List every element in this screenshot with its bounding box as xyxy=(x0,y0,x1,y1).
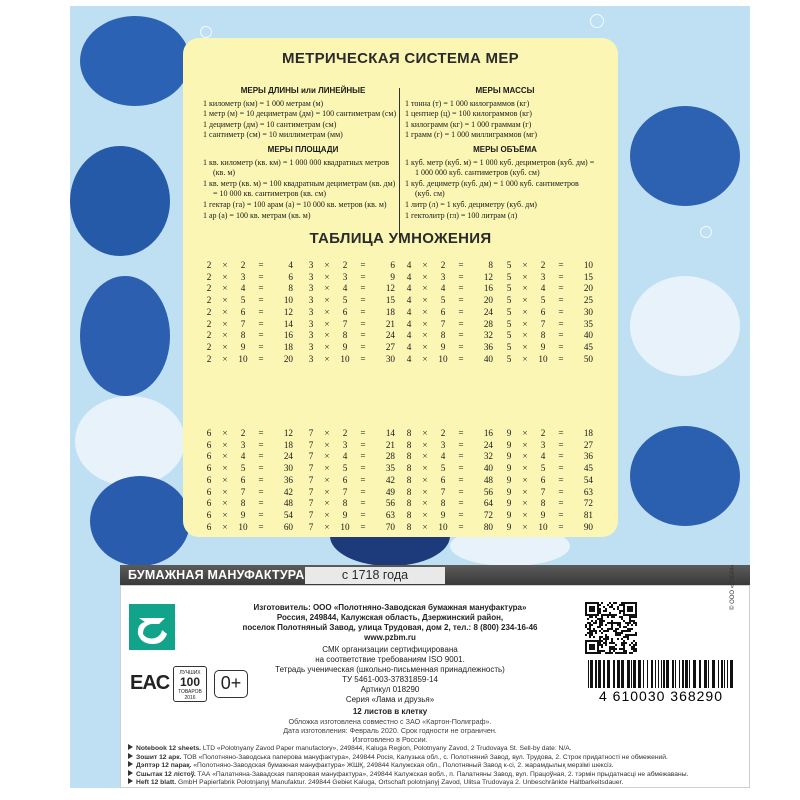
mult-row: 2 × 9 = 18 xyxy=(206,341,293,352)
mult-row: 8 × 6 = 48 xyxy=(406,474,493,485)
mult-row: 9 × 3 = 27 xyxy=(506,439,593,450)
qr-pattern xyxy=(585,602,637,654)
mult-row: 2 × 10 = 20 xyxy=(206,353,293,364)
metric-line: 1 гектолитр (гл) = 100 литрам (л) xyxy=(405,210,518,220)
bullet-triangle-icon xyxy=(128,770,133,776)
length-heading: МЕРЫ ДЛИНЫ или ЛИНЕЙНЫЕ xyxy=(240,86,366,95)
language-note: Зошит 12 арк. ТОВ «Полотняно-Заводська паперова мануфактура», 249844 Росія, Калузька обл., с. Полотняний Завод, вул. Трудова, 2. Строк придатності не обмежений. xyxy=(128,753,668,762)
metric-line: = 10 000 кв. сантиметров (кв. см) xyxy=(213,189,327,199)
mult-row: 4 × 8 = 32 xyxy=(406,330,493,341)
bullet-triangle-icon xyxy=(128,761,133,767)
mult-block-5 xyxy=(503,260,603,365)
seal-illustration xyxy=(630,106,740,206)
mult-row: 3 × 9 = 27 xyxy=(308,341,395,352)
mult-row: 8 × 3 = 24 xyxy=(406,439,493,450)
barcode-number: 4 610030 368290 xyxy=(580,688,742,704)
bubble xyxy=(700,226,712,238)
mult-row: 4 × 3 = 12 xyxy=(406,271,493,282)
metric-line: 1 куб. дециметр (куб. дм) = 1 000 куб. сантиметров xyxy=(405,178,579,188)
mult-row: 6 × 3 = 18 xyxy=(206,439,293,450)
mult-block-9 xyxy=(503,428,603,533)
mult-row: 9 × 9 = 81 xyxy=(506,509,593,520)
mult-row: 2 × 3 = 6 xyxy=(206,271,293,282)
metric-line: 1 литр (л) = 1 куб. дециметру (куб. дм) xyxy=(405,199,537,209)
language-note: Heft 12 blatt. GmbH Papierfabrik Polotnjanyj Manufaktur. 249844 Gebiet Kaluga, Ortschaft polotnjanyj Zavod, Ulitsa Trudovaya 2. Unbeschränkte Haltbarkeitsdauer. xyxy=(128,778,623,787)
mult-row: 9 × 4 = 36 xyxy=(506,451,593,462)
metric-line: (кв. м) xyxy=(213,168,236,178)
volume-heading: МЕРЫ ОБЪЁМА xyxy=(473,144,537,154)
mult-row: 8 × 2 = 16 xyxy=(406,428,493,438)
mult-row: 5 × 2 = 10 xyxy=(506,260,593,270)
mult-row: 5 × 9 = 45 xyxy=(506,341,593,352)
mult-row: 8 × 8 = 64 xyxy=(406,498,493,509)
bullet-triangle-icon xyxy=(128,744,133,750)
mult-row: 8 × 7 = 56 xyxy=(406,486,493,497)
mult-row: 3 × 2 = 6 xyxy=(308,260,395,270)
metric-right-column xyxy=(405,84,605,221)
article-number: Артикул 018290 xyxy=(360,685,420,694)
mult-row: 7 × 3 = 21 xyxy=(308,439,395,450)
mult-row: 3 × 10 = 30 xyxy=(308,353,395,364)
series-name: Серия «Лама и друзья» xyxy=(345,695,435,704)
mult-row: 7 × 4 = 28 xyxy=(308,451,395,462)
tu-code: ТУ 5461-003-37831859-14 xyxy=(342,675,438,684)
metric-line: 1 000 000 куб. сантиметров (куб. см) xyxy=(415,168,540,178)
address-line-2: поселок Полотняный Завод, улица Трудовая, дом 2, тел.: 8 (800) 234-16-46 xyxy=(242,623,538,632)
mult-row: 4 × 9 = 36 xyxy=(406,341,493,352)
qr-code[interactable] xyxy=(585,602,637,654)
metric-line: 1 центнер (ц) = 100 килограммов (кг) xyxy=(405,109,532,119)
mult-row: 2 × 4 = 8 xyxy=(206,283,293,294)
age-rating xyxy=(214,670,248,698)
manufacturer-logo xyxy=(129,604,175,650)
metric-divider xyxy=(399,88,400,238)
language-note: Дэптэр 12 парақ. «Полотняно-Заводская бумажная мануфактура» ЖШҚ, 249844 Калужская обл., Полотняный Завод к-сі, 2. жарамдылық мерзімі шексіз. xyxy=(128,761,614,770)
mult-row: 2 × 7 = 14 xyxy=(206,318,293,329)
metric-line: 1 куб. метр (куб. м) = 1 000 куб. дециметров (куб. дм) = xyxy=(405,157,595,167)
mass-list xyxy=(405,99,605,141)
made-in: Изготовлено в России. xyxy=(352,735,428,744)
mult-block-4 xyxy=(403,260,503,365)
mult-row: 9 × 7 = 63 xyxy=(506,486,593,497)
mult-block-8 xyxy=(403,428,503,533)
mult-row: 3 × 3 = 9 xyxy=(308,271,395,282)
mult-row: 2 × 2 = 4 xyxy=(206,260,293,270)
seal-illustration xyxy=(630,276,740,376)
length-list xyxy=(203,99,403,141)
bullet-triangle-icon xyxy=(128,778,133,784)
mult-row: 2 × 8 = 16 xyxy=(206,330,293,341)
mult-row: 4 × 2 = 8 xyxy=(406,260,493,270)
metric-line: 1 дециметр (дм) = 10 сантиметрам (см) xyxy=(203,119,337,129)
mult-row: 2 × 6 = 12 xyxy=(206,306,293,317)
address-line-1: Россия, 249844, Калужская область, Дзержинский район, xyxy=(276,613,504,622)
mult-block-7 xyxy=(305,428,405,533)
smk-line-1: СМК организации сертифицирована xyxy=(322,645,458,654)
mult-row: 5 × 7 = 35 xyxy=(506,318,593,329)
mult-row: 8 × 5 = 40 xyxy=(406,463,493,474)
mult-row: 3 × 6 = 18 xyxy=(308,306,395,317)
award-year: 2016 xyxy=(184,695,196,701)
mult-row: 5 × 6 = 30 xyxy=(506,306,593,317)
award-bottom: ТОВАРОВ xyxy=(178,689,202,695)
mult-row: 3 × 5 = 15 xyxy=(308,295,395,306)
mult-row: 4 × 10 = 40 xyxy=(406,353,493,364)
metric-line: 1 кв. метр (кв. м) = 100 квадратным дециметрам (кв. дм) xyxy=(203,178,396,188)
mult-row: 6 × 2 = 12 xyxy=(206,428,293,438)
seal-illustration xyxy=(80,276,170,396)
mult-row: 4 × 5 = 20 xyxy=(406,295,493,306)
metric-line: 1 метр (м) = 10 дециметрам (дм) = 100 сантиметрам (см) xyxy=(203,109,397,119)
copyright: © ООО «ПЗБМ» xyxy=(730,564,736,610)
mult-row: 9 × 6 = 54 xyxy=(506,474,593,485)
reference-panel xyxy=(183,38,618,537)
mult-row: 7 × 5 = 35 xyxy=(308,463,395,474)
seal-illustration xyxy=(80,16,190,106)
seal-illustration xyxy=(90,476,190,566)
bubble xyxy=(200,26,212,38)
mult-row: 7 × 10 = 70 xyxy=(308,521,395,532)
mult-row: 6 × 8 = 48 xyxy=(206,498,293,509)
mult-row: 6 × 5 = 30 xyxy=(206,463,293,474)
mult-row: 4 × 7 = 28 xyxy=(406,318,493,329)
mult-row: 8 × 9 = 72 xyxy=(406,509,493,520)
award-top: ЛУЧШИХ xyxy=(179,670,201,676)
mult-row: 3 × 8 = 24 xyxy=(308,330,395,341)
metric-line: (куб. см) xyxy=(415,189,445,199)
mult-row: 5 × 8 = 40 xyxy=(506,330,593,341)
eac-text: EAC xyxy=(130,672,170,694)
area-heading: МЕРЫ ПЛОЩАДИ xyxy=(267,144,339,154)
metric-line: 1 ар (а) = 100 кв. метрам (кв. м) xyxy=(203,210,311,220)
bubble xyxy=(590,14,604,28)
mult-row: 6 × 9 = 54 xyxy=(206,509,293,520)
mult-row: 8 × 4 = 32 xyxy=(406,451,493,462)
area-list xyxy=(203,158,403,222)
mult-row: 6 × 7 = 42 xyxy=(206,486,293,497)
mult-block-6 xyxy=(203,428,303,533)
metric-line: 1 километр (км) = 1 000 метрам (м) xyxy=(203,98,324,108)
mult-block-2 xyxy=(203,260,303,365)
mult-row: 3 × 7 = 21 xyxy=(308,318,395,329)
brand-name: БУМАЖНАЯ МАНУФАКТУРА xyxy=(128,568,305,582)
mult-row: 7 × 6 = 42 xyxy=(308,474,395,485)
mult-row: 2 × 5 = 10 xyxy=(206,295,293,306)
mult-row: 6 × 10 = 60 xyxy=(206,521,293,532)
mult-row: 9 × 5 = 45 xyxy=(506,463,593,474)
mult-row: 9 × 10 = 90 xyxy=(506,521,593,532)
metric-left-column xyxy=(203,84,403,221)
manufacturer-line: Изготовитель: ООО «Полотняно-Заводская бумажная мануфактура» xyxy=(253,603,527,612)
language-note: Notebook 12 sheets. LTD «Polotnyany Zavod Paper manufactory», 249844, Kaluga Region, Polotnyany Zavod, 2 Trudovaya St. Sell-by date: N/A. xyxy=(128,744,572,753)
mult-row: 7 × 2 = 14 xyxy=(308,428,395,438)
mult-row: 9 × 8 = 72 xyxy=(506,498,593,509)
seal-illustration xyxy=(70,146,170,256)
website: www.pzbm.ru xyxy=(364,633,416,642)
mult-row: 7 × 9 = 63 xyxy=(308,509,395,520)
smk-line-2: на соответствие требованиям ISO 9001. xyxy=(315,655,465,664)
product-type: Тетрадь ученическая (школьно-письменная принадлежность) xyxy=(275,665,505,674)
mult-row: 3 × 4 = 12 xyxy=(308,283,395,294)
mult-row: 5 × 3 = 15 xyxy=(506,271,593,282)
cover-note: Обложка изготовлена совместно с ЗАО «Картон-Полиграф». xyxy=(288,717,492,726)
seal-illustration xyxy=(630,426,740,526)
metric-line: 1 гектар (га) = 100 арам (а) = 10 000 кв. метров (кв. м) xyxy=(203,199,387,209)
metric-line: 1 килограмм (кг) = 1 000 граммам (г) xyxy=(405,119,532,129)
mult-row: 4 × 6 = 24 xyxy=(406,306,493,317)
volume-list xyxy=(405,158,605,222)
metric-line: 1 кв. километр (кв. км) = 1 000 000 квадратных метров xyxy=(203,157,389,167)
mult-row: 5 × 5 = 25 xyxy=(506,295,593,306)
sheets-count: 12 листов в клетку xyxy=(352,707,428,716)
multiplication-title: ТАБЛИЦА УМНОЖЕНИЯ xyxy=(309,230,492,247)
age-text: 0+ xyxy=(220,673,242,693)
production-date: Дата изготовления: Февраль 2020. Срок годности не ограничен. xyxy=(283,726,497,735)
mult-row: 5 × 10 = 50 xyxy=(506,353,593,364)
mult-row: 5 × 4 = 20 xyxy=(506,283,593,294)
mult-row: 4 × 4 = 16 xyxy=(406,283,493,294)
mult-row: 9 × 2 = 18 xyxy=(506,428,593,438)
mult-row: 6 × 4 = 24 xyxy=(206,451,293,462)
mult-row: 7 × 7 = 49 xyxy=(308,486,395,497)
metric-line: 1 грамм (г) = 1 000 миллиграммов (мг) xyxy=(405,130,538,140)
brand-year: с 1718 года xyxy=(305,567,445,584)
language-note: Сшытак 12 лістоў. ТАА «Палатняна-Завадская папяровая мануфактура», 249844 Калужская вобл., п. Палатняны Завод, вул. Працоўная, 2. тэрмін прыдатнасці не абмежаваны. xyxy=(128,770,688,779)
mult-block-3 xyxy=(305,260,405,365)
bullet-triangle-icon xyxy=(128,753,133,759)
mult-row: 6 × 6 = 36 xyxy=(206,474,293,485)
seal-illustration xyxy=(75,396,185,486)
metric-line: 1 тонна (т) = 1 000 килограммов (кг) xyxy=(405,98,530,108)
mass-heading: МЕРЫ МАССЫ xyxy=(475,86,535,95)
best-100-badge xyxy=(173,666,207,702)
metric-line: 1 сантиметр (см) = 10 миллиметрам (мм) xyxy=(203,130,343,140)
mult-row: 8 × 10 = 80 xyxy=(406,521,493,532)
award-number: 100 xyxy=(179,675,201,689)
mult-row: 7 × 8 = 56 xyxy=(308,498,395,509)
metric-title: МЕТРИЧЕСКАЯ СИСТЕМА МЕР xyxy=(282,50,519,67)
eac-mark xyxy=(130,668,168,698)
